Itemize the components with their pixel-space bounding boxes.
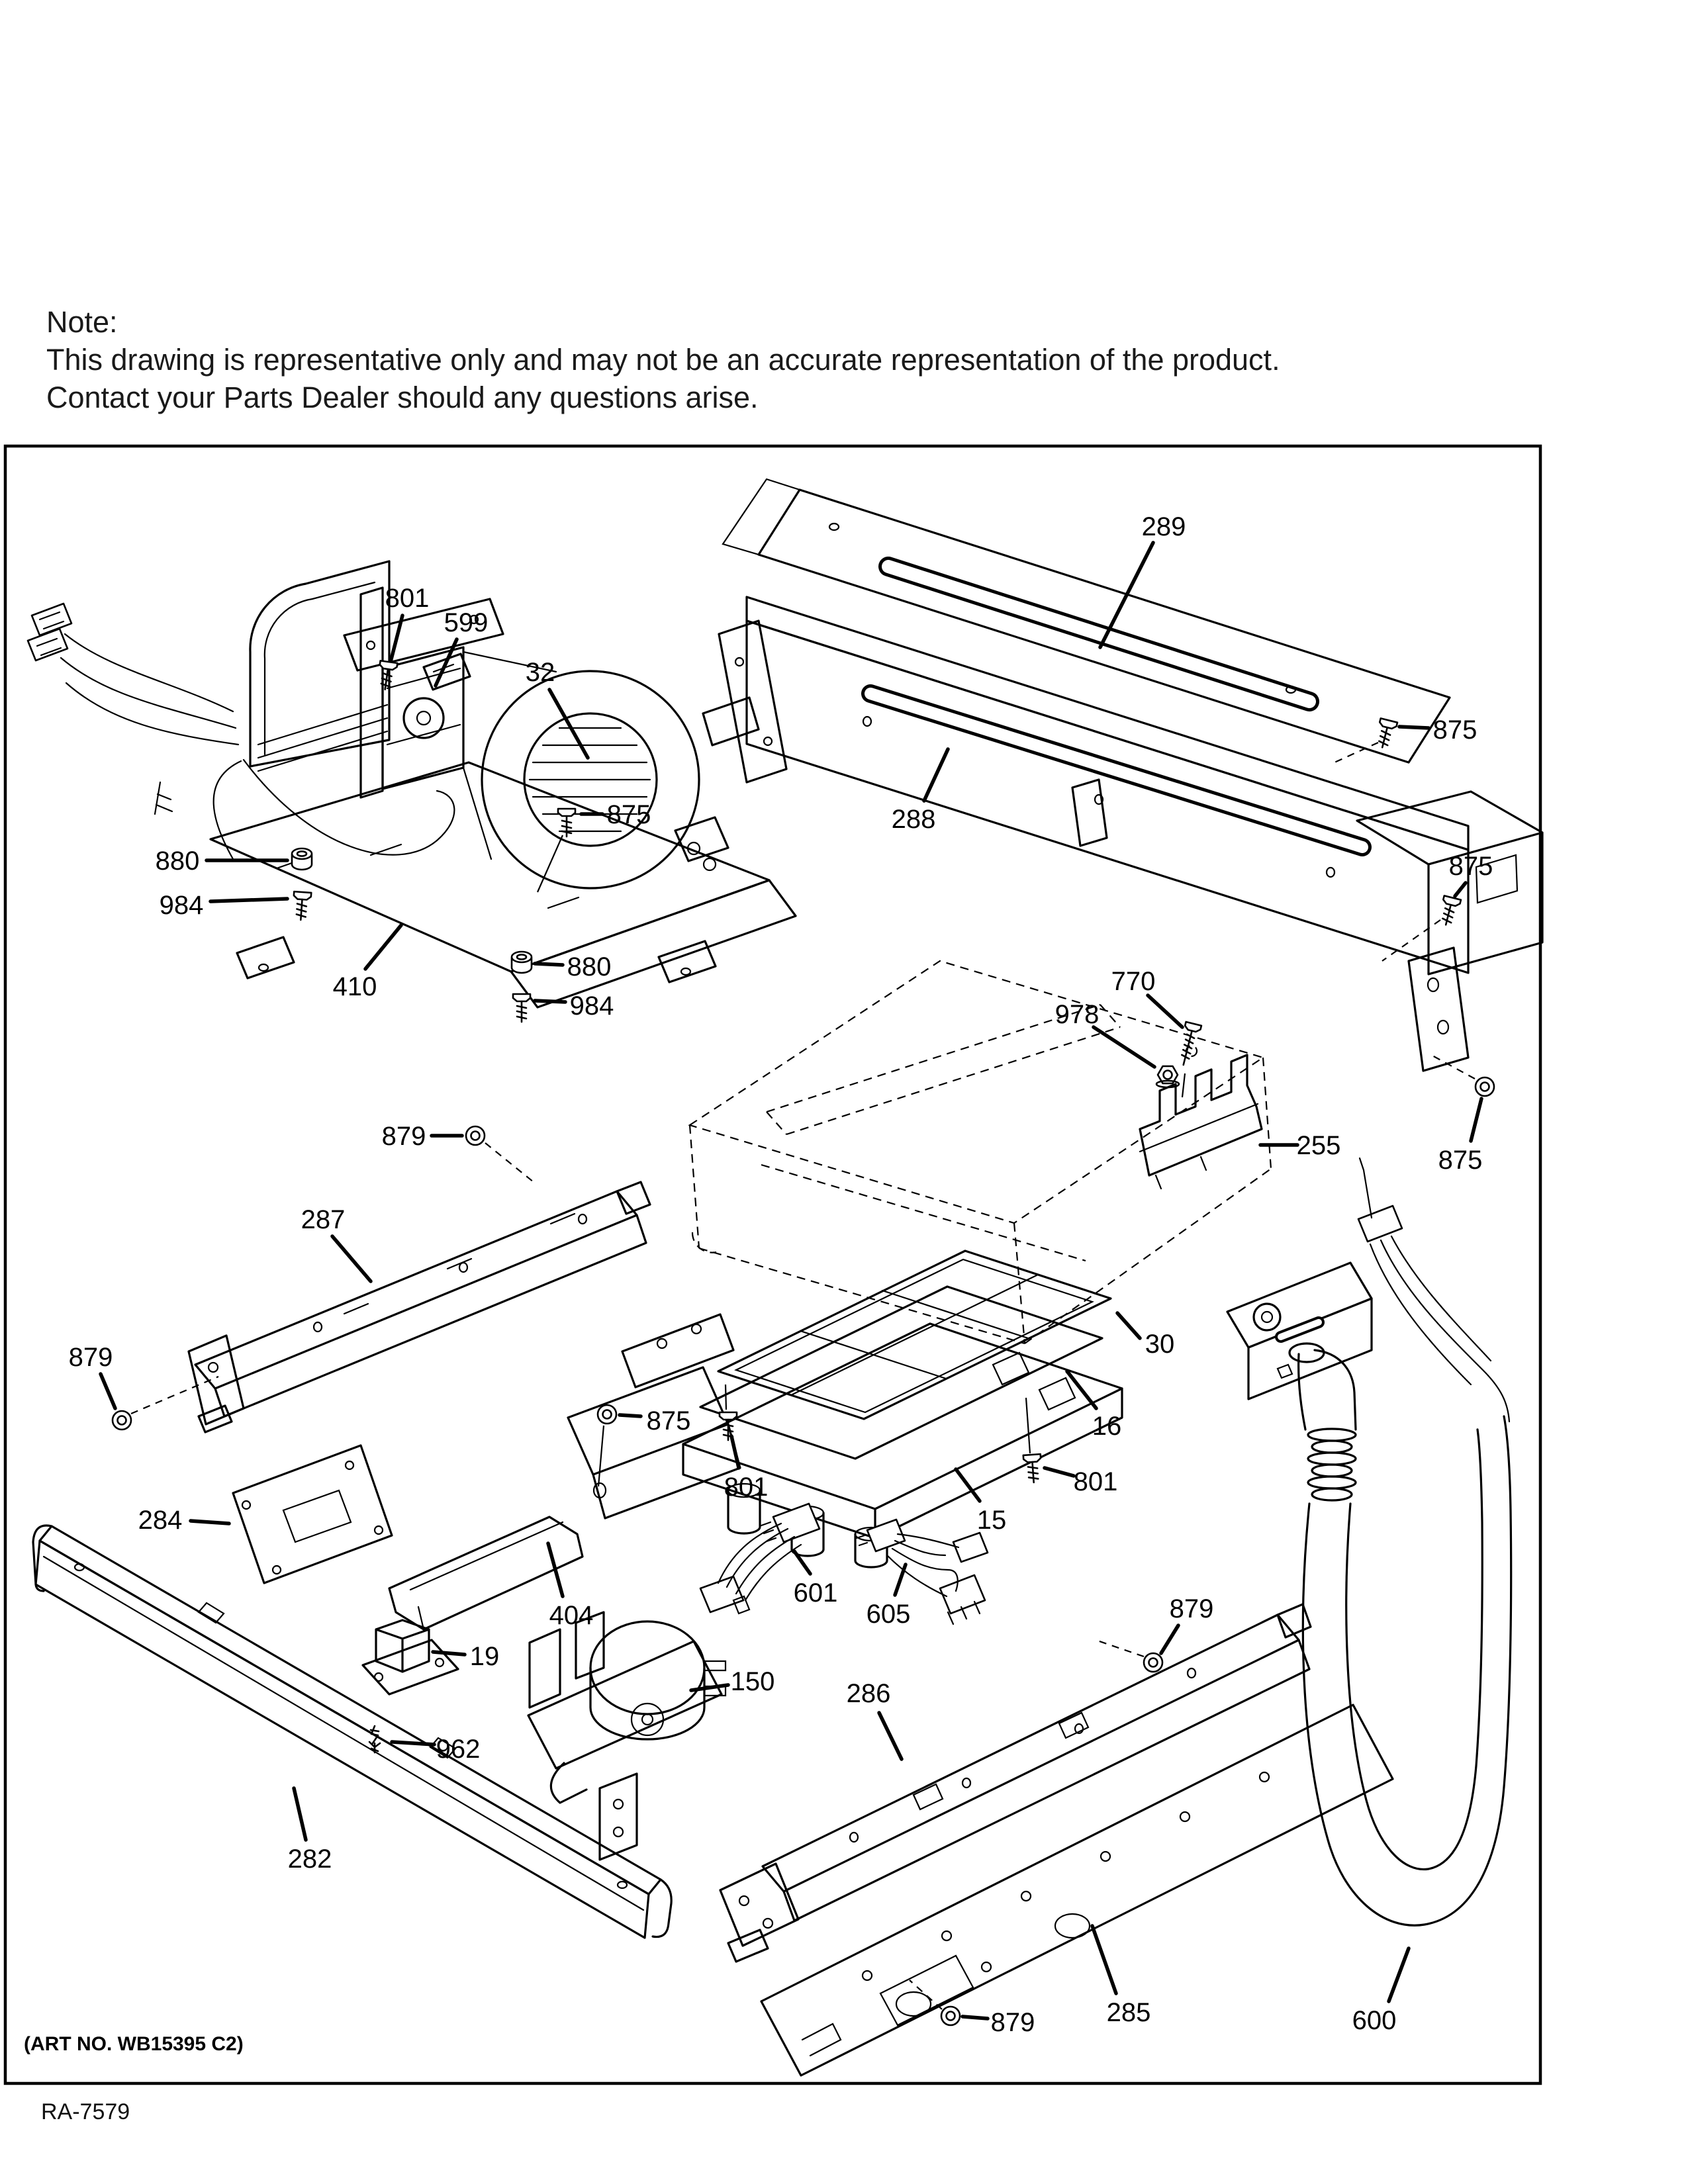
part-number-label: 875 [1432, 715, 1477, 745]
leader-line [365, 925, 401, 969]
callout-282-35 [288, 1788, 332, 1874]
part-number-label: 770 [1111, 967, 1156, 996]
part-number-label: 30 [1145, 1330, 1175, 1359]
part-number-label: 875 [606, 800, 651, 829]
callout-285-36 [1092, 1926, 1150, 2027]
callout-801-23 [720, 1385, 768, 1502]
callout-984-12 [513, 991, 614, 1022]
callout-875-21 [598, 1405, 690, 1486]
callout-404-27 [548, 1543, 593, 1630]
callout-879-17 [382, 1122, 534, 1182]
leader-line [1389, 1948, 1409, 2001]
part-number-label: 801 [724, 1473, 769, 1502]
callout-879-19 [69, 1343, 218, 1430]
callout-30-20 [1117, 1313, 1174, 1359]
callout-601-31 [794, 1551, 838, 1608]
part-number-label: 879 [68, 1343, 113, 1372]
part-number-label: 32 [525, 658, 555, 687]
part-number-label: 286 [846, 1679, 891, 1708]
leader-line [332, 1236, 371, 1281]
leader-line [535, 964, 563, 965]
part-number-label: 879 [381, 1122, 426, 1151]
screw-top-icon [113, 1411, 131, 1430]
leader-line [895, 1565, 906, 1595]
phantom-cavity [690, 961, 1271, 1343]
screw-side-icon [558, 809, 575, 837]
doc-code: RA-7579 [41, 2099, 130, 2124]
assembly-dash-line [131, 1377, 218, 1414]
screw-side-icon [1023, 1454, 1043, 1483]
leader-line [211, 899, 287, 901]
part-number-label: 801 [1073, 1467, 1118, 1496]
part-number-label: 879 [990, 2008, 1035, 2037]
grommet-icon [292, 848, 312, 870]
leader-line [392, 1742, 434, 1745]
part-number-label: 978 [1055, 1000, 1100, 1029]
part-number-label: 875 [1438, 1146, 1483, 1175]
callout-984-8 [160, 891, 312, 921]
screw-side-icon [1438, 895, 1461, 927]
callout-801-1 [377, 584, 430, 691]
screw-top-icon [466, 1126, 485, 1145]
callout-289-0 [1100, 512, 1186, 647]
callout-978-14 [1055, 1000, 1179, 1087]
leader-line [1471, 1099, 1481, 1141]
part-number-label: 282 [287, 1844, 332, 1874]
callout-605-32 [867, 1565, 911, 1629]
part-number-label: 150 [730, 1667, 775, 1696]
callout-286-33 [847, 1679, 902, 1759]
screw-top-icon [941, 2007, 960, 2025]
part-number-label: 875 [646, 1406, 691, 1435]
leader-line [924, 749, 948, 801]
callout-770-13 [1111, 967, 1201, 1097]
screw-top-icon [1144, 1653, 1162, 1672]
part-number-label: 15 [976, 1506, 1007, 1535]
part-number-label: 880 [567, 952, 612, 981]
leader-line [879, 1713, 902, 1759]
leader-line [191, 1521, 229, 1524]
switch-19 [363, 1620, 458, 1694]
leader-line [548, 1543, 563, 1596]
assembly-dash-line [910, 1980, 942, 2009]
callout-875-16 [1431, 1055, 1494, 1175]
leader-line [1100, 543, 1153, 647]
part-number-label: 605 [866, 1600, 911, 1629]
part-number-label: 879 [1169, 1594, 1214, 1623]
part-number-label: 16 [1092, 1412, 1122, 1441]
part-number-label: 875 [1448, 852, 1493, 881]
grommet-icon [512, 952, 532, 973]
leader-line [1094, 1027, 1154, 1067]
screw-side-long-icon [1176, 1022, 1201, 1067]
screw-side-icon [292, 891, 311, 921]
part-number-label: 801 [385, 584, 430, 613]
leader-line [1045, 1468, 1074, 1476]
leader-line [101, 1374, 115, 1408]
part-number-label: 962 [436, 1735, 481, 1764]
leader-line [620, 1415, 641, 1416]
part-number-label: 288 [891, 805, 936, 834]
note-line-1: This drawing is representative only and may not be an accurate representation of the product. [46, 343, 1280, 377]
part-number-label: 255 [1296, 1131, 1341, 1160]
part-number-label: 404 [549, 1601, 594, 1630]
part-number-label: 285 [1106, 1998, 1151, 2027]
part-number-label: 984 [569, 991, 614, 1021]
panel-284 [233, 1445, 392, 1583]
leader-line [731, 1436, 739, 1468]
part-number-label: 600 [1352, 2006, 1397, 2035]
top-panel-289 [723, 479, 1450, 762]
screw-side-icon [513, 994, 530, 1022]
note-line-2: Contact your Parts Dealer should any questions arise. [46, 381, 759, 414]
leader-line [1117, 1313, 1140, 1338]
assembly-dash-line [485, 1143, 534, 1182]
leader-line [1455, 883, 1466, 896]
leader-line [1161, 1625, 1178, 1653]
part-number-label: 287 [301, 1205, 346, 1234]
leader-line [294, 1788, 306, 1840]
clip-icon [369, 1726, 380, 1752]
callout-875-6 [1335, 715, 1477, 762]
leader-line [1399, 727, 1429, 728]
trim-bar-282 [33, 1525, 671, 1938]
glass-frame-16 [700, 1287, 1102, 1459]
callout-880-11 [512, 952, 611, 981]
leader-line [433, 1652, 465, 1655]
leader-line [1148, 995, 1182, 1027]
leader-line [535, 1001, 565, 1002]
art-number: (ART NO. WB15395 C2) [24, 2033, 244, 2055]
part-number-label: 599 [444, 608, 489, 637]
screw-top-icon [1476, 1077, 1494, 1096]
callout-15-25 [956, 1469, 1006, 1535]
part-number-label: 19 [469, 1642, 500, 1671]
part-number-label: 984 [159, 891, 204, 920]
callout-600-37 [1352, 1948, 1409, 2035]
grid-frame-30 [718, 1251, 1111, 1419]
latch-motor-150 [528, 1612, 726, 1860]
assembly-thin-line [1026, 1398, 1030, 1453]
callout-287-18 [301, 1205, 371, 1281]
rail-286 [720, 1604, 1311, 1962]
part-number-label: 601 [793, 1578, 838, 1608]
leader-line [1092, 1926, 1116, 1993]
part-number-label: 410 [332, 972, 377, 1001]
callout-255-15 [1260, 1131, 1340, 1160]
callout-19-28 [433, 1642, 499, 1671]
vent-hose-600 [1227, 1158, 1511, 1925]
leader-line [962, 2017, 988, 2019]
callout-16-22 [1067, 1371, 1121, 1441]
callout-284-24 [138, 1506, 229, 1535]
callout-880-7 [156, 846, 312, 876]
part-number-label: 880 [155, 846, 200, 876]
part-number-label: 284 [138, 1506, 183, 1535]
blower-assembly [28, 561, 796, 1007]
assembly-thin-line [1182, 1073, 1185, 1097]
callout-410-10 [333, 925, 401, 1001]
rail-287 [189, 1182, 650, 1432]
screw-top-icon [598, 1405, 616, 1424]
screw-side-icon [1374, 718, 1397, 749]
rear-panel-288 [703, 597, 1542, 1071]
callout-879-34 [1098, 1594, 1213, 1672]
callout-875-9 [1382, 852, 1493, 961]
note-title: Note: [46, 305, 118, 339]
part-number-label: 289 [1141, 512, 1186, 541]
assembly-thin-line [598, 1426, 604, 1486]
assembly-dash-line [1098, 1641, 1144, 1657]
